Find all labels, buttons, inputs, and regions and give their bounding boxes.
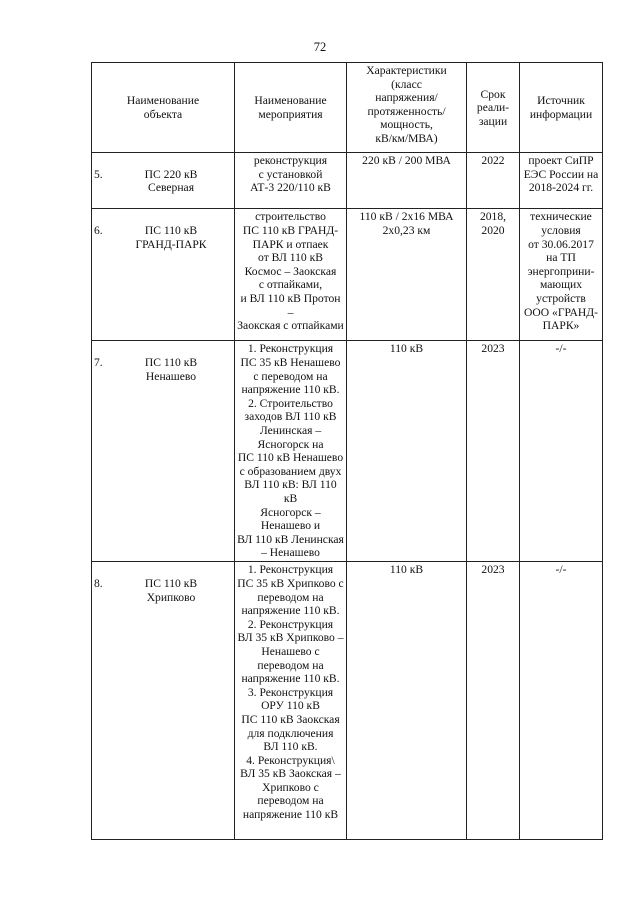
term-cell: 2018, 2020	[467, 209, 520, 341]
table-header-row	[92, 63, 603, 153]
row-number: 7.	[94, 355, 103, 369]
object-name: ПС 110 кВ Хрипково	[144, 576, 198, 604]
characteristics-cell: 220 кВ / 200 МВА	[347, 153, 467, 209]
source-cell: -/-	[520, 341, 603, 562]
table-row	[92, 153, 603, 209]
projects-table	[91, 62, 603, 840]
characteristics-cell: 110 кВ	[347, 341, 467, 562]
measure-cell: строительство ПС 110 кВ ГРАНД- ПАРК и отпаек от ВЛ 110 кВ Космос – Заокская с отпайками, и ВЛ 110 кВ Протон – Заокская с отпайками	[235, 209, 347, 341]
source-cell: -/-	[520, 562, 603, 840]
header-term: Срок реали- зации	[467, 63, 520, 153]
object-cell	[92, 341, 235, 562]
header-object: Наименование объекта	[92, 63, 235, 153]
object-name: ПС 220 кВ Северная	[144, 167, 198, 195]
header-characteristics: Характеристики (класс напряжения/ протяженность/ мощность, кВ/км/МВА)	[347, 63, 467, 153]
row-number: 8.	[94, 576, 103, 590]
term-cell: 2023	[467, 562, 520, 840]
table-row	[92, 341, 603, 562]
row-number: 6.	[94, 223, 103, 237]
term-cell: 2022	[467, 153, 520, 209]
table-row	[92, 562, 603, 840]
object-name: ПС 110 кВ Ненашево	[144, 355, 198, 383]
row-number: 5.	[94, 167, 103, 181]
header-source: Источник информации	[520, 63, 603, 153]
characteristics-cell: 110 кВ	[347, 562, 467, 840]
header-measure: Наименование мероприятия	[235, 63, 347, 153]
object-name: ПС 110 кВ ГРАНД-ПАРК	[135, 223, 207, 251]
table-row	[92, 209, 603, 341]
source-cell: проект СиПР ЕЭС России на 2018-2024 гг.	[520, 153, 603, 209]
source-cell: технические условия от 30.06.2017 на ТП энергоприни- мающих устройств ООО «ГРАНД- ПАРК»	[520, 209, 603, 341]
term-cell: 2023	[467, 341, 520, 562]
measure-cell: 1. Реконструкция ПС 35 кВ Хрипково с переводом на напряжение 110 кВ. 2. Реконструкция ВЛ 35 кВ Хрипково – Ненашево с переводом на напряжение 110 кВ. 3. Реконструкция ОРУ 110 кВ ПС 110 кВ Заокская для подключения ВЛ 110 кВ. 4. Реконструкция\ ВЛ 35 кВ Заокская – Хрипково с переводом на напряжение 110 кВ	[235, 562, 347, 840]
measure-cell: 1. Реконструкция ПС 35 кВ Ненашево с переводом на напряжение 110 кВ. 2. Строительство заходов ВЛ 110 кВ Ленинская – Ясногорск на ПС 110 кВ Ненашево с образованием двух ВЛ 110 кВ: ВЛ 110 кВ Ясногорск – Ненашево и ВЛ 110 кВ Ленинская – Ненашево	[235, 341, 347, 562]
object-cell	[92, 209, 235, 341]
object-cell	[92, 153, 235, 209]
page-number: 72	[313, 40, 327, 54]
characteristics-cell: 110 кВ / 2х16 МВА 2х0,23 км	[347, 209, 467, 341]
object-cell	[92, 562, 235, 840]
measure-cell: реконструкция с установкой АТ-3 220/110 кВ	[235, 153, 347, 209]
